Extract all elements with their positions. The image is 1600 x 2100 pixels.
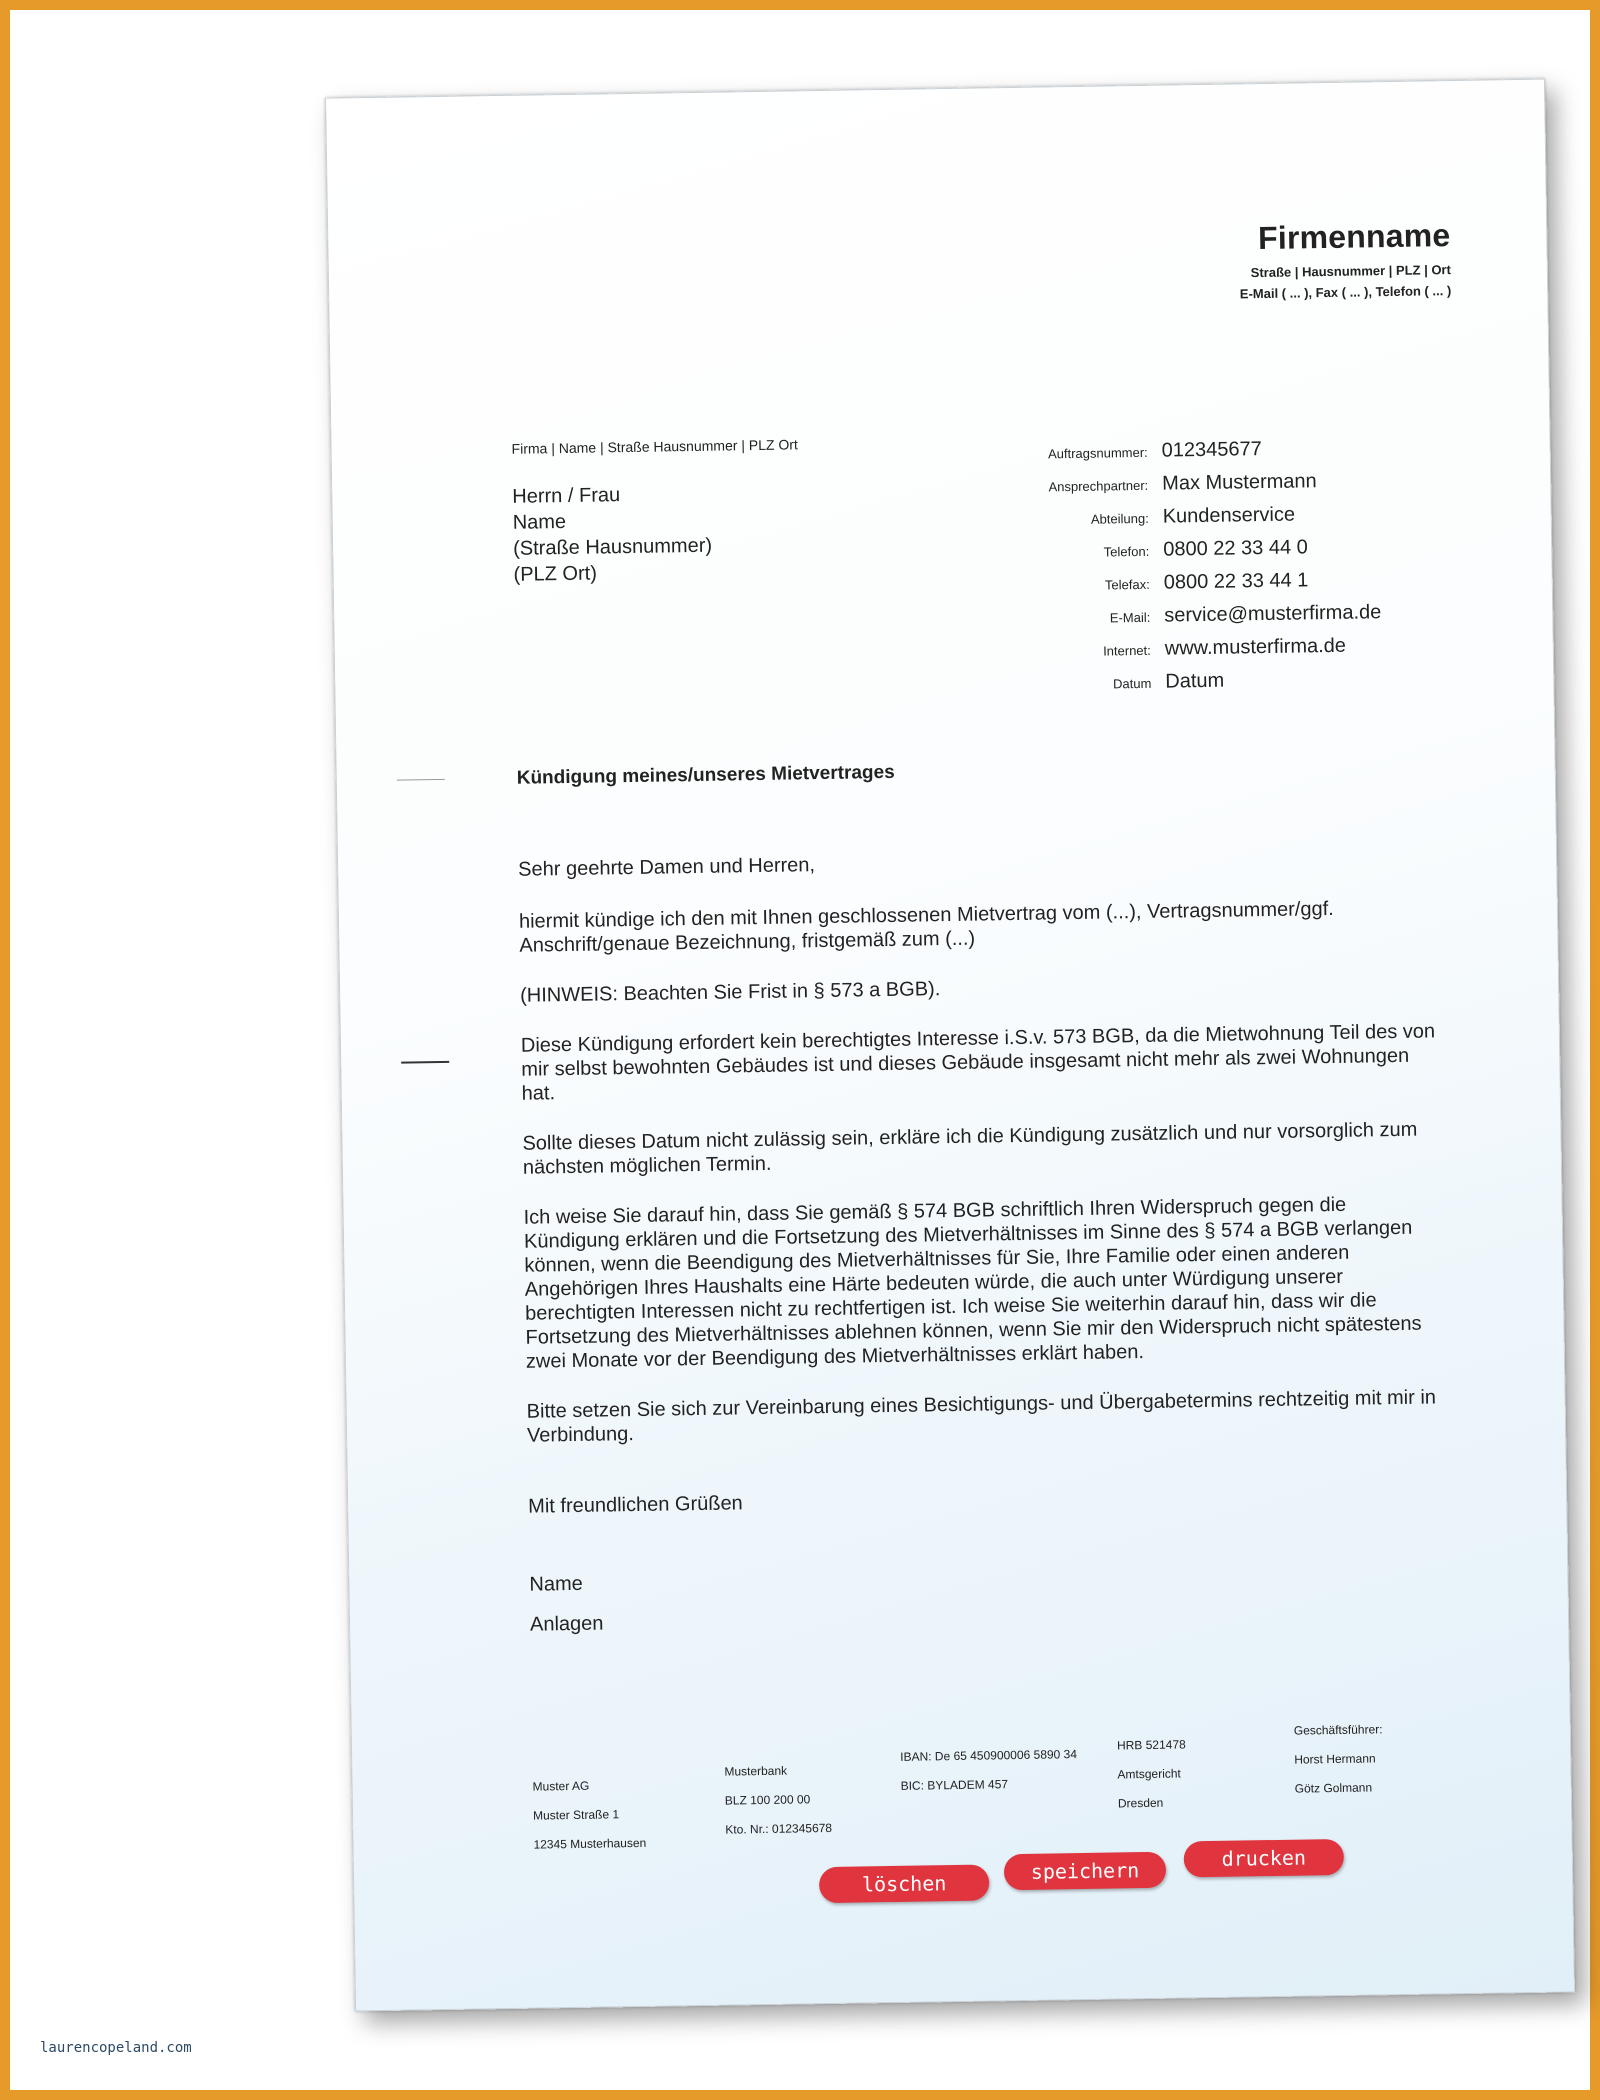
body-paragraph: Ich weise Sie darauf hin, dass Sie gemäß § 574 BGB schriftlich Ihren Widerspruch gegen die Kündigung erklären und die Fortsetzung des Mietverhältnisses im Sinne des § 574 a BGB verlangen können, wenn die Beendigung des Mietverhältnisses für Sie, Ihre Familie oder einen anderen Angehörigen Ihres Haushalts eine Härte bedeuten würde, die auch unter Würdigung unserer berechtigten Interessen nicht zu rechtfertigen ist. Ich weise Sie weiterhin darauf hin, dass wir die Fortsetzung des Mietverhältnisses ablehnen können, wenn Sie mir den Widerspruch nicht spätestens zwei Monate vor der Beendigung des Mietverhältnisses erklärt haben. xyxy=(523,1193,1422,1373)
footer-management xyxy=(1294,1722,1384,1810)
fold-mark xyxy=(397,779,445,781)
recipient-salutation: Herrn / Frau xyxy=(512,484,621,508)
detail-label: Ansprechpartner: xyxy=(1048,477,1149,495)
footer-line: BIC: BYLADEM 457 xyxy=(900,1777,1009,1793)
watermark-text: laurencopeland.com xyxy=(40,2040,192,2056)
attachments-label: Anlagen xyxy=(529,1612,604,1636)
footer-line: 12345 Musterhausen xyxy=(533,1835,647,1852)
signature-name: Name xyxy=(529,1572,583,1596)
letter-subject: Kündigung meines/unseres Mietvertrages xyxy=(516,761,895,789)
detail-label: Datum xyxy=(1112,675,1152,692)
detail-label: Telefon: xyxy=(1103,543,1150,560)
letter-body xyxy=(518,843,1448,1473)
footer-company xyxy=(532,1778,646,1867)
letter-page xyxy=(325,79,1575,2012)
company-contact: E-Mail ( ... ), Fax ( ... ), Telefon ( ... ) xyxy=(1239,283,1452,302)
recipient-street: (Straße Hausnummer) xyxy=(512,534,713,560)
detail-value: Datum xyxy=(1165,669,1225,693)
footer-line: BLZ 100 200 00 xyxy=(724,1792,811,1808)
detail-label: Telefax: xyxy=(1104,576,1150,593)
footer-line: Kto. Nr.: 012345678 xyxy=(725,1820,833,1837)
footer-line: Muster AG xyxy=(532,1778,590,1794)
footer-line: Muster Straße 1 xyxy=(532,1807,620,1823)
recipient-city: (PLZ Ort) xyxy=(513,562,598,586)
closing-phrase: Mit freundlichen Grüßen xyxy=(528,1492,743,1518)
footer-line: HRB 521478 xyxy=(1116,1737,1186,1753)
salutation: Sehr geehrte Damen und Herren, xyxy=(518,854,816,881)
detail-label: E-Mail: xyxy=(1109,609,1151,626)
detail-value: service@musterfirma.de xyxy=(1164,601,1382,627)
detail-value: Max Mustermann xyxy=(1162,470,1317,495)
print-button[interactable]: drucken xyxy=(1184,1839,1345,1878)
footer-bank xyxy=(724,1763,832,1852)
footer-line: IBAN: De 65 450900006 5890 34 xyxy=(900,1747,1078,1764)
sender-line: Firma | Name | Straße Hausnummer | PLZ Ort xyxy=(511,436,798,457)
footer-line: Dresden xyxy=(1117,1795,1164,1811)
detail-value: 012345677 xyxy=(1161,438,1262,462)
footer-line: Amtsgericht xyxy=(1117,1766,1181,1782)
detail-value: 0800 22 33 44 0 xyxy=(1163,536,1308,561)
footer-line: Horst Hermann xyxy=(1294,1751,1376,1767)
save-button[interactable]: speichern xyxy=(1004,1852,1167,1891)
body-paragraph: Diese Kündigung erfordert kein berechtigtes Interesse i.S.v. 573 BGB, da die Mietwohnung Teil des von mir selbst bewohnten Gebäudes ist und dieses Gebäude insgesamt nicht mehr als zwei Wohnungen hat. xyxy=(520,1020,1436,1105)
body-paragraph: hiermit kündige ich den mit Ihnen geschlossenen Mietvertrag vom (...), Vertragsnummer/ggf. Anschrift/genaue Bezeichnung, fristgemäß zum (...) xyxy=(518,897,1334,957)
footer-register xyxy=(1117,1737,1187,1825)
detail-value: Kundenservice xyxy=(1162,503,1296,528)
detail-value: 0800 22 33 44 1 xyxy=(1163,569,1309,594)
delete-button[interactable]: löschen xyxy=(819,1864,990,1903)
detail-label: Abteilung: xyxy=(1090,510,1149,527)
body-paragraph: Sollte dieses Datum nicht zulässig sein, erkläre ich die Kündigung zusätzlich und nur vorsorglich zum nächsten möglichen Termin. xyxy=(522,1118,1418,1179)
body-paragraph: (HINWEIS: Beachten Sie Frist in § 573 a BGB). xyxy=(520,978,941,1007)
company-name: Firmenname xyxy=(1257,217,1451,257)
reference-details xyxy=(772,435,1476,710)
body-paragraph: Bitte setzen Sie sich zur Vereinbarung eines Besichtigungs- und Übergabetermins rechtzeitig mit mir in Verbindung. xyxy=(526,1386,1437,1447)
detail-label: Internet: xyxy=(1103,642,1151,659)
detail-label: Auftragsnummer: xyxy=(1047,444,1148,462)
letter-footer xyxy=(532,1722,1432,1852)
recipient-address xyxy=(512,481,713,588)
company-header xyxy=(1239,217,1452,301)
company-address: Straße | Hausnummer | PLZ | Ort xyxy=(1250,262,1451,281)
punch-mark xyxy=(401,1061,449,1064)
footer-iban xyxy=(900,1747,1078,1808)
footer-line: Geschäftsführer: xyxy=(1293,1722,1383,1738)
detail-value: www.musterfirma.de xyxy=(1164,634,1347,660)
recipient-name: Name xyxy=(512,510,567,534)
footer-line: Musterbank xyxy=(724,1763,788,1779)
footer-line: Götz Golmann xyxy=(1294,1780,1373,1796)
